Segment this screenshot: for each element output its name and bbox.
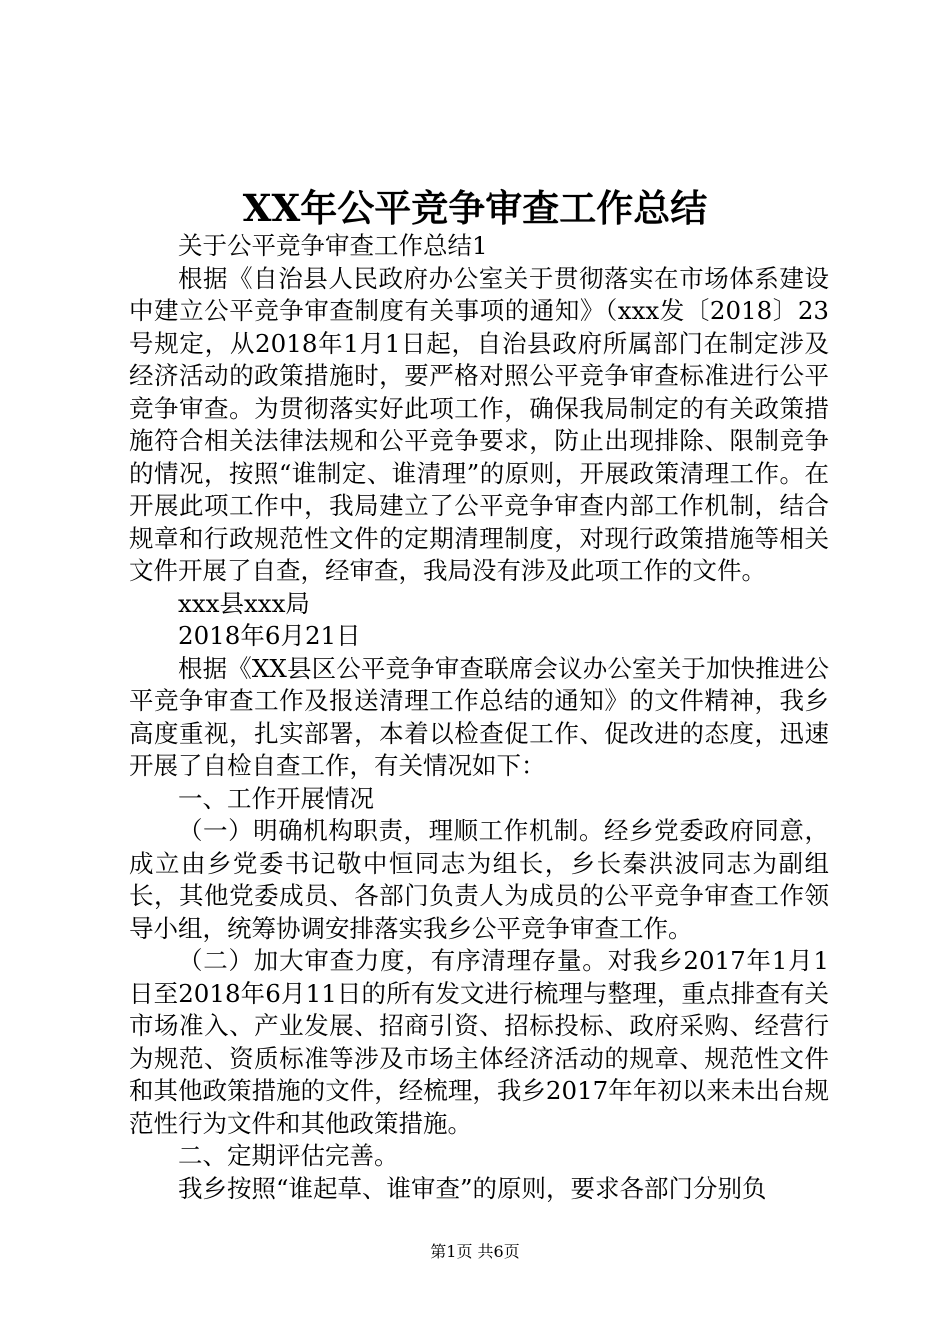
- paragraph: 根据《XX县区公平竞争审查联席会议办公室关于加快推进公平竞争审查工作及报送清理工作总结的通知》的文件精神，我乡高度重视，扎实部署，本着以检查促工作、促改进的态度，迅速开展了自检自查工作，有关情况如下：: [129, 653, 829, 780]
- paragraph: 我乡按照“谁起草、谁审查”的原则，要求各部门分别负: [178, 1173, 767, 1203]
- paragraph-signature: xxx县xxx局: [178, 588, 310, 618]
- document-title: XX年公平竞争审查工作总结: [242, 186, 708, 230]
- section-heading: 一、工作开展情况: [178, 783, 374, 813]
- section-heading: 二、定期评估完善。: [178, 1141, 399, 1170]
- document-body: [129, 230, 829, 1205]
- paragraph: （二）加大审查力度，有序清理存量。对我乡2017年1月1日至2018年6月11日的所有发文进行梳理与整理，重点排查有关市场准入、产业发展、招商引资、招标投标、政府采购、经营行为规范、资质标准等涉及市场主体经济活动的规章、规范性文件和其他政策措施的文件，经梳理，我乡2017年年初以来未出台规范性行为文件和其他政策措施。: [129, 946, 829, 1138]
- paragraph-date: 2018年6月21日: [178, 621, 361, 650]
- paragraph: 根据《自治县人民政府办公室关于贯彻落实在市场体系建设中建立公平竞争审查制度有关事项的通知》（xxx发〔2018〕23号规定，从2018年1月1日起，自治县政府所属部门在制定涉及经济活动的政策措施时，要严格对照公平竞争审查标准进行公平竞争审查。为贯彻落实好此项工作，确保我局制定的有关政策措施符合相关法律法规和公平竞争要求，防止出现排除、限制竞争的情况，按照“谁制定、谁清理”的原则，开展政策清理工作。在开展此项工作中，我局建立了公平竞争审查内部工作机制，结合规章和行政规范性文件的定期清理制度，对现行政策措施等相关文件开展了自查，经审查，我局没有涉及此项工作的文件。: [129, 263, 829, 585]
- paragraph: （一）明确机构职责，理顺工作机制。经乡党委政府同意，成立由乡党委书记敬中恒同志为组长，乡长秦洪波同志为副组长，其他党委成员、各部门负责人为成员的公平竞争审查工作领导小组，统筹协调安排落实我乡公平竞争审查工作。: [129, 816, 829, 943]
- paragraph-subtitle: 关于公平竞争审查工作总结1: [178, 231, 488, 260]
- page-number-footer: 第1页 共6页: [430, 1242, 520, 1261]
